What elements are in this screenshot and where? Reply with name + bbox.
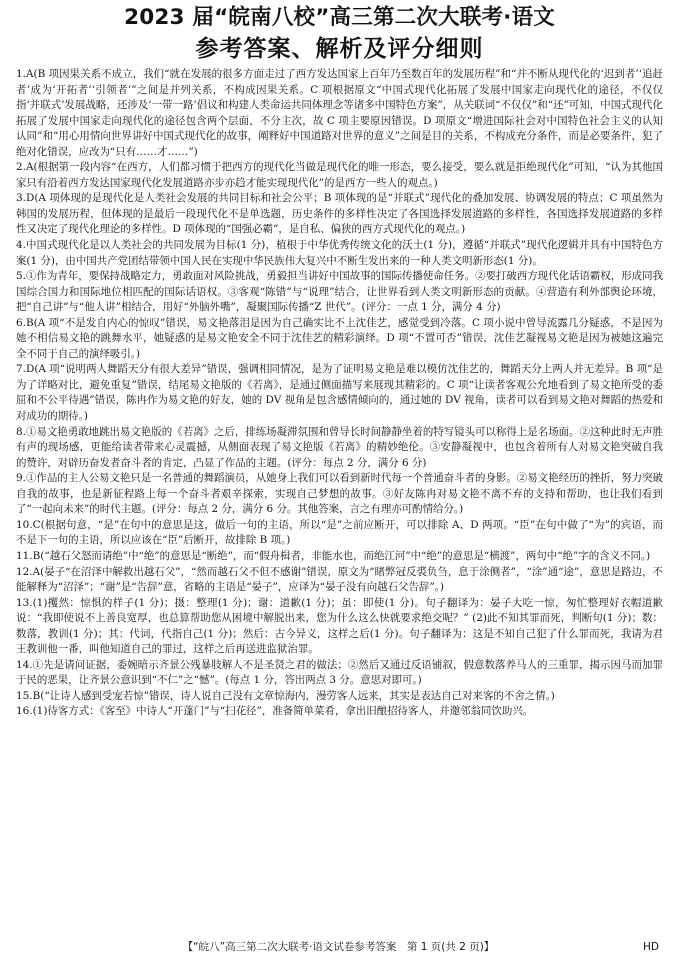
answer-number: 4. bbox=[16, 239, 26, 252]
page-title: 2023 届“皖南八校”高三第二次大联考·语文 bbox=[124, 5, 555, 30]
answer-item bbox=[16, 565, 663, 596]
footer-code: HD bbox=[643, 941, 659, 953]
answer-item bbox=[16, 425, 663, 472]
answer-item bbox=[16, 238, 663, 269]
answer-number: 15. bbox=[16, 689, 33, 702]
answer-item bbox=[16, 160, 663, 191]
answer-text: 中国式现代化是以人类社会的共同发展为目标(1 分)，植根于中华优秀传统文化的沃土(1 分)，遵循“并联式”现代化逻辑并具有中国特色方案(1 分)，由中国共产党团结带领中国人民在实现中华民族伟大复兴中不断生发出来的一种人类文明新形态(1 分)。 bbox=[16, 239, 663, 267]
answer-item bbox=[16, 316, 663, 363]
answer-item bbox=[16, 549, 663, 565]
answer-item bbox=[16, 658, 663, 689]
answer-text: B(A 项“不是发自内心的惊叹”错误，易文艳落泪是因为自己确实比不上沈佳艺，感觉受到冷落。C 项小说中曾导流露几分疑惑，不是因为她不相信易文艳的跳舞水平，她疑惑的是易文艳安全不同于沈佳艺的精彩演绎。D 项“不置可否”错误，沈佳艺凝视易文艳是因为被她这遍完全不同于自己的演绎吸引。) bbox=[16, 316, 663, 360]
answer-number: 12. bbox=[16, 565, 33, 578]
answer-number: 3. bbox=[16, 192, 26, 205]
answer-list bbox=[16, 67, 663, 720]
answer-text: ①先是请问证据，委婉暗示齐景公残暴肢解人不是圣贤之君的做法；②然后又通过反语铺叙，假意数落养马人的三重罪，揭示因马而加罪于民的恶果，让齐景公意识到“不仁”之“憾”。(每点 1 分，答出两点 3 分。意思对即可。) bbox=[16, 658, 663, 687]
answer-number: 9. bbox=[16, 472, 26, 485]
answer-text: (1)攫然：惊惧的样子(1 分)；摄：整理(1 分)；谢：道歉(1 分)；虽：即使(1 分)。句子翻译为：晏子大吃一惊，匆忙整理好衣帽道歉说：“我即使说不上善良宽厚，也总算帮助您从困境中解脱出来，您为什么这么快就要求绝交呢？” (2)此不知其罪而死，判断句(1 分)；数：数落，教训(1 分)；其：代词，代指自己(1 分)；然后：古今异义，这样之后(1 分)。句子翻译为：这是不知自己犯了什么罪而死，我请为君王教训他一番，叫他知道自己的罪过，这样之后再送进监狱治罪。 bbox=[16, 596, 663, 656]
answer-text: A(B 项因果关系不成立，我们“就在发展的很多方面走过了西方发达国家上百年乃至数百年的发展历程”和“并不断从现代化的‘迟到者’‘追赶者’成为‘开拓者’‘引领者’”之间是并列关系，不构成因果关系。C 项根据原文“中国式现代化拓展了发展中国家走向现代化的途径，不仅仅指‘并联式’发展战略，还涉及‘一带一路’倡议和构建人类命运共同体理念等诸多中国特色方案”，从关联词“不仅仅”和“还”可知，中国式现代化拓展了发展中国家走向现代化的途径包含两个层面，不分主次，故 C 项主要原因错误。D 项原文“增进国际社会对中国特色社会主义的认知认同”和“用心用情向世界讲好中国式现代化的故事，阐释好中国道路对世界的意义”之间是目的关系，不构成充分条件，而是必要条件，犯了绝对化错误，应改为“只有……才……”) bbox=[16, 68, 663, 158]
answer-item bbox=[16, 471, 663, 518]
answer-text: ①易文艳勇敢地跳出易文艳版的《若离》之后，排练场凝滞氛围和曾导长时间静静坐着的特写镜头可以称得上是名场面。②这种此时无声胜有声的现场感，更能给读者带来心灵震撼，从侧面表现了易文艳版《若离》的精妙绝伦。③安静凝视中，也包含着所有人对易文艳突破自我的赞许，对辟历奋发者奋斗者的肯定，凸显了作品的主题。(评分：每点 2 分，满分 6 分) bbox=[16, 425, 663, 469]
answer-text: ①作为青年，要保持战略定力，勇敢面对风险挑战，勇毅担当讲好中国故事的国际传播使命任务。②要打破西方现代化话语霸权，形成同我国综合国力和国际地位相匹配的国际话语权。③客观“陈错”与“说理”结合，让世界看到人类文明新形态的贡献。④营造有利外部舆论环境，把“自己讲”与“他人讲”相结合，用好“外脑外嘴”，凝聚国际传播“Z 世代”。(评分：一点 1 分，满分 4 分) bbox=[16, 270, 663, 314]
answer-text: (1)待客方式：《客至》中诗人“开蓬门”与“扫花径”，准备简单菜肴，拿出旧酿招待客人，并邀邻翁同饮助兴。 bbox=[32, 705, 534, 718]
answer-item bbox=[16, 596, 663, 658]
answer-text: B(“让诗人感到受宠若惊”错误，诗人说自己没有文章惊海内，漫劳客人远来，其实是表达自己对来客的不舍之情。) bbox=[32, 689, 555, 702]
answer-number: 11. bbox=[16, 549, 33, 562]
answer-item bbox=[16, 191, 663, 238]
answer-number: 5. bbox=[16, 270, 26, 283]
answer-text: C(根据句意，“是”在句中的意思是这，做后一句的主语，所以“是”之前应断开，可以排除 A、D 两项。“臣”在句中做了“为”的宾语，而不是下一句的主语，所以应该在“臣”后断开，故排除 B 项。) bbox=[16, 518, 663, 547]
answer-item bbox=[16, 689, 663, 705]
answer-text: A(晏子“在沼泽中解救出越石父”，“然而越石父不但不感谢”错误，原文为“睹弊冠反裘负刍，息于涂侧者”，“涂”通“途”，意思是路边，不能解释为“沼泽”；“谢”是“告辞”意，省略的主语是“晏子”，应译为“晏子没有向越石父告辞”。) bbox=[16, 565, 663, 594]
footer-text: 【“皖八”高三第二次大联考·语文试卷参考答案 第 1 页(共 2 页)】 bbox=[182, 941, 495, 953]
answer-number: 8. bbox=[16, 425, 26, 438]
answer-item bbox=[16, 269, 663, 316]
answer-number: 10. bbox=[16, 518, 33, 531]
answer-item bbox=[16, 67, 663, 160]
answer-text: D(A 项“说明两人舞蹈天分有很大差异”错误，强调相同情况，是为了证明易文艳是难以模仿沈佳艺的，舞蹈天分上两人并无差异。B 项“是为了详略对比，避免重复”错误，结尾易文艳版的《若离》，是通过侧面描写来展现其精彩的。C 项“让读者客观公允地看到了易文艳所受的委屈和不公平待遇”错误，陈冉作为易文艳的好友，她的 DV 视角是包含感情倾向的，通过她的 DV 视角，读者可以看到易文艳对舞蹈的热爱和对成功的期待。) bbox=[16, 363, 663, 423]
answer-text: D(A 项体现的是现代化是人类社会发展的共同目标和社会公平；B 项体现的是“并联式”现代化的叠加发展、协调发展的特点；C 项虽然为韩国的发展历程，但体现的是最后一段现代化不是单选题，历史条件的多样性决定了各国选择发展道路的多样性，各国选择发展道路的多样性又决定了现代化理论的多样性。D 项体现的“国强必霸”，是自私、偏狭的西方式现代化的观点。) bbox=[16, 192, 663, 236]
answer-text: A(根据第一段内容“在西方，人们都习惯于把西方的现代化当做是现代化的唯一形态，要么接受，要么就是拒绝现代化”可知，“认为其他国家只有沿着西方发达国家现代化发展道路亦步亦趋才能实现现代化”的是西方一些人的观点。) bbox=[16, 161, 663, 189]
answer-number: 1. bbox=[16, 68, 26, 80]
answer-text: ①作品的主人公易文艳只是一名普通的舞蹈演员，从她身上我们可以看到新时代每一个普通奋斗者的身影。②易文艳经历的挫折，努力突破自我的故事，也是新征程路上每一个奋斗者艰辛探索，实现自己梦想的故事。③好友陈冉对易文艳不离不弃的支持和帮助，也让我们看到了“一起向未来”的时代主题。(评分：每点 2 分，满分 6 分。其他答案，言之有理亦可酌情给分。) bbox=[16, 472, 663, 516]
answer-text: B(“越石父怒而请绝”中“绝”的意思是“断绝”，而“假舟楫者，非能水也，而绝江河”中“绝”的意思是“横渡”，两句中“绝”字的含义不同。) bbox=[32, 549, 651, 562]
page-subtitle: 参考答案、解析及评分细则 bbox=[195, 36, 484, 62]
answer-number: 13. bbox=[16, 596, 33, 609]
answer-number: 14. bbox=[16, 658, 33, 671]
answer-item bbox=[16, 362, 663, 424]
answer-number: 16. bbox=[16, 705, 33, 718]
answer-number: 6. bbox=[16, 316, 26, 329]
answer-item bbox=[16, 704, 663, 720]
answer-number: 2. bbox=[16, 161, 26, 174]
answer-item bbox=[16, 518, 663, 549]
answer-number: 7. bbox=[16, 363, 26, 376]
